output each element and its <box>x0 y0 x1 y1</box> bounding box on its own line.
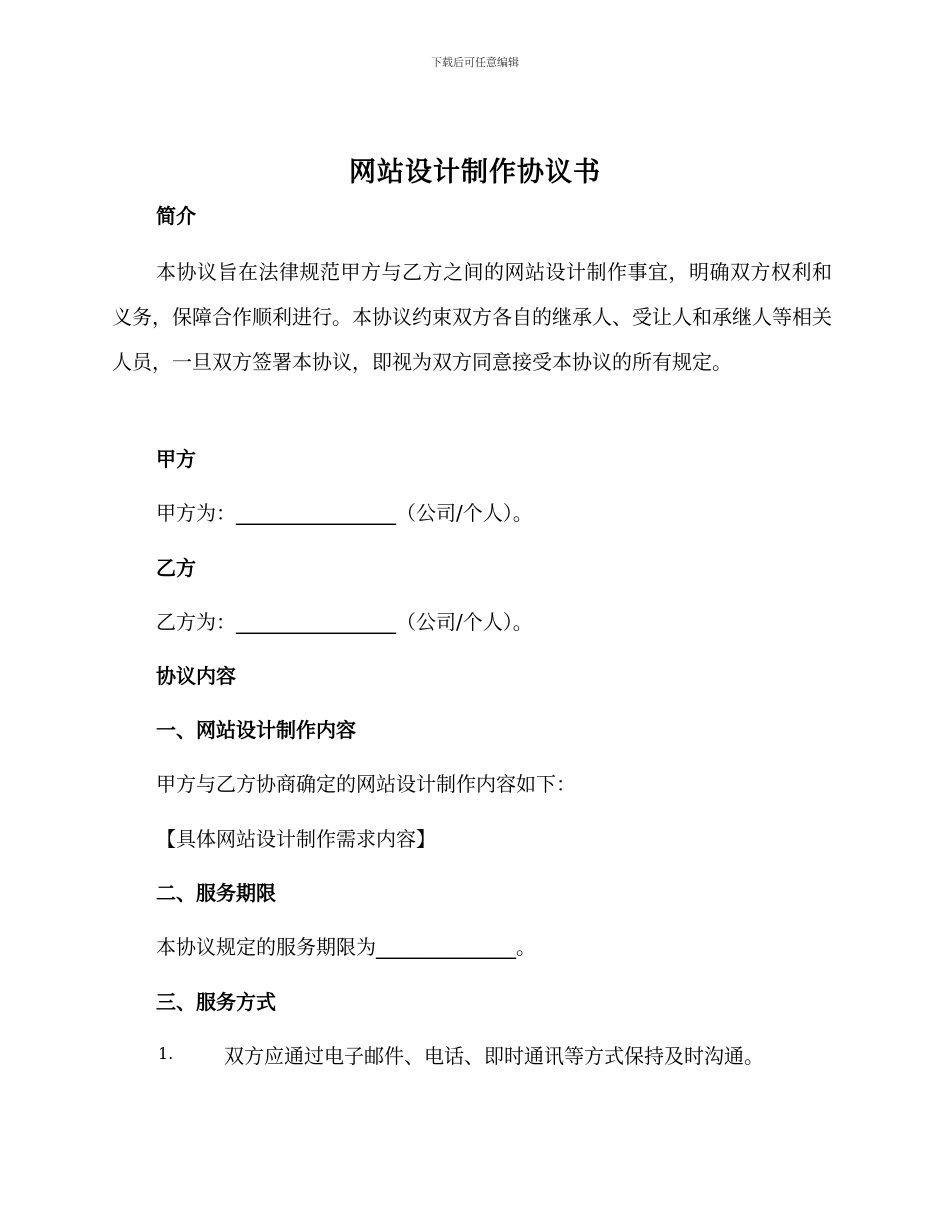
section-3-item-1-text: 双方应通过电子邮件、电话、即时通讯等方式保持及时沟通。 <box>224 1044 764 1068</box>
party-a-line: 甲方为：________________（公司/个人）。 <box>156 501 533 525</box>
section-1-text: 甲方与乙方协商确定的网站设计制作内容如下： <box>156 772 576 796</box>
section-2-text: 本协议规定的服务期限为______________。 <box>156 935 536 959</box>
intro-heading: 简介 <box>156 204 196 228</box>
party-b-line: 乙方为：________________（公司/个人）。 <box>156 610 533 634</box>
section-2-heading: 二、服务期限 <box>156 881 276 905</box>
page-header-note: 下载后可任意编辑 <box>431 56 519 69</box>
document-title: 网站设计制作协议书 <box>349 157 601 188</box>
section-1-placeholder: 【具体网站设计制作需求内容】 <box>156 827 436 851</box>
agreement-content-heading: 协议内容 <box>156 664 236 688</box>
intro-paragraph: 本协议旨在法律规范甲方与乙方之间的网站设计制作事宜，明确双方权利和义务，保障合作顺利进行。本协议约束双方各自的继承人、受让人和承继人等相关人员，一旦双方签署本协议，即视为双方同意接受本协议的所有规定。 <box>112 260 832 374</box>
section-1-heading: 一、网站设计制作内容 <box>156 718 356 742</box>
party-b-heading: 乙方 <box>156 556 196 580</box>
party-a-heading: 甲方 <box>156 447 196 471</box>
section-3-item-1-number: 1. <box>158 1044 174 1063</box>
section-3-heading: 三、服务方式 <box>156 990 276 1014</box>
